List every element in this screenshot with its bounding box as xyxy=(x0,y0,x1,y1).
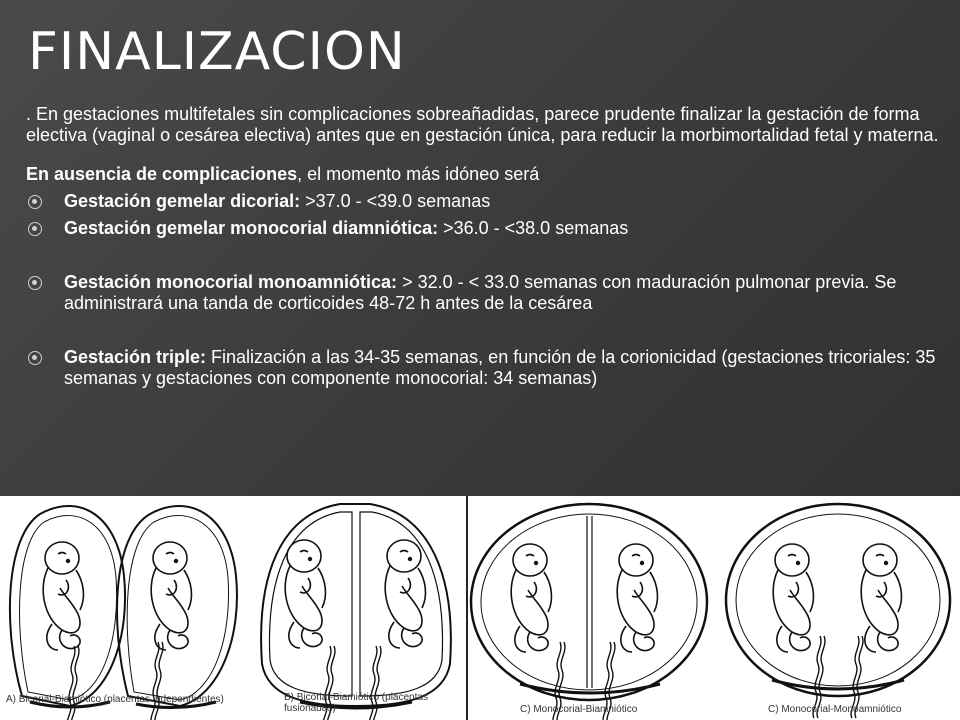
slide-body xyxy=(26,104,946,389)
caption-d: C) Monocorial-Monoamniótico xyxy=(768,704,902,715)
placentation-diagram xyxy=(0,496,960,720)
bullet-rest: Finalización a las 34-35 semanas, en función de la corionicidad (gestaciones tricoriales: 35 semanas y gestaciones con componente monocorial: 34 semanas) xyxy=(64,347,936,388)
circled-dot-bullet-icon xyxy=(28,276,42,290)
bullet-monoamniotica xyxy=(26,272,946,314)
bullet-bold: Gestación gemelar dicorial: xyxy=(64,191,301,211)
circled-dot-bullet-icon xyxy=(28,222,42,236)
bullet-monocorial-diamniotica xyxy=(26,218,946,239)
panel-c-drawing xyxy=(471,504,707,720)
page-title: FINALIZACION xyxy=(28,22,406,82)
panel-a-drawing xyxy=(10,506,237,720)
panel-d-drawing xyxy=(726,504,950,718)
panel-b-drawing xyxy=(261,504,451,720)
bullet-rest: >36.0 - <38.0 semanas xyxy=(438,218,629,238)
bullet-bold: Gestación triple: xyxy=(64,347,207,367)
circled-dot-bullet-icon xyxy=(28,195,42,209)
caption-c: C) Monocorial-Biamniótico xyxy=(520,704,638,715)
circled-dot-bullet-icon xyxy=(28,351,42,365)
bullet-triple xyxy=(26,347,946,389)
bullet-dicorial xyxy=(26,191,946,212)
bullet-rest: >37.0 - <39.0 semanas xyxy=(300,191,491,211)
intro-paragraph: . En gestaciones multifetales sin complicaciones sobreañadidas, parece prudente finalizar la gestación de forma electiva (vaginal o cesárea electiva) antes que en gestación única, para reducir la morbimortalidad fetal y materna. xyxy=(26,104,939,145)
caption-a: A) Bicorial-Biamiótico (placentas independientes) xyxy=(6,694,224,705)
bullet-rest: > 32.0 - < 33.0 semanas con maduración pulmonar previa. Se administrará una tanda de corticoides 48-72 h antes de la cesárea xyxy=(64,272,897,313)
bullet-bold: Gestación monocorial monoamniótica: xyxy=(64,272,398,292)
lead-rest: , el momento más idóneo será xyxy=(297,164,540,184)
caption-b: B) Bicorial-Biamiótico (placentas fusionadas) xyxy=(284,692,428,714)
lead-bold: En ausencia de complicaciones xyxy=(26,164,298,184)
lead-line xyxy=(26,164,946,185)
bullet-bold: Gestación gemelar monocorial diamniótica: xyxy=(64,218,439,238)
twin-placentation-figure xyxy=(0,496,960,720)
panel-divider xyxy=(466,496,468,720)
